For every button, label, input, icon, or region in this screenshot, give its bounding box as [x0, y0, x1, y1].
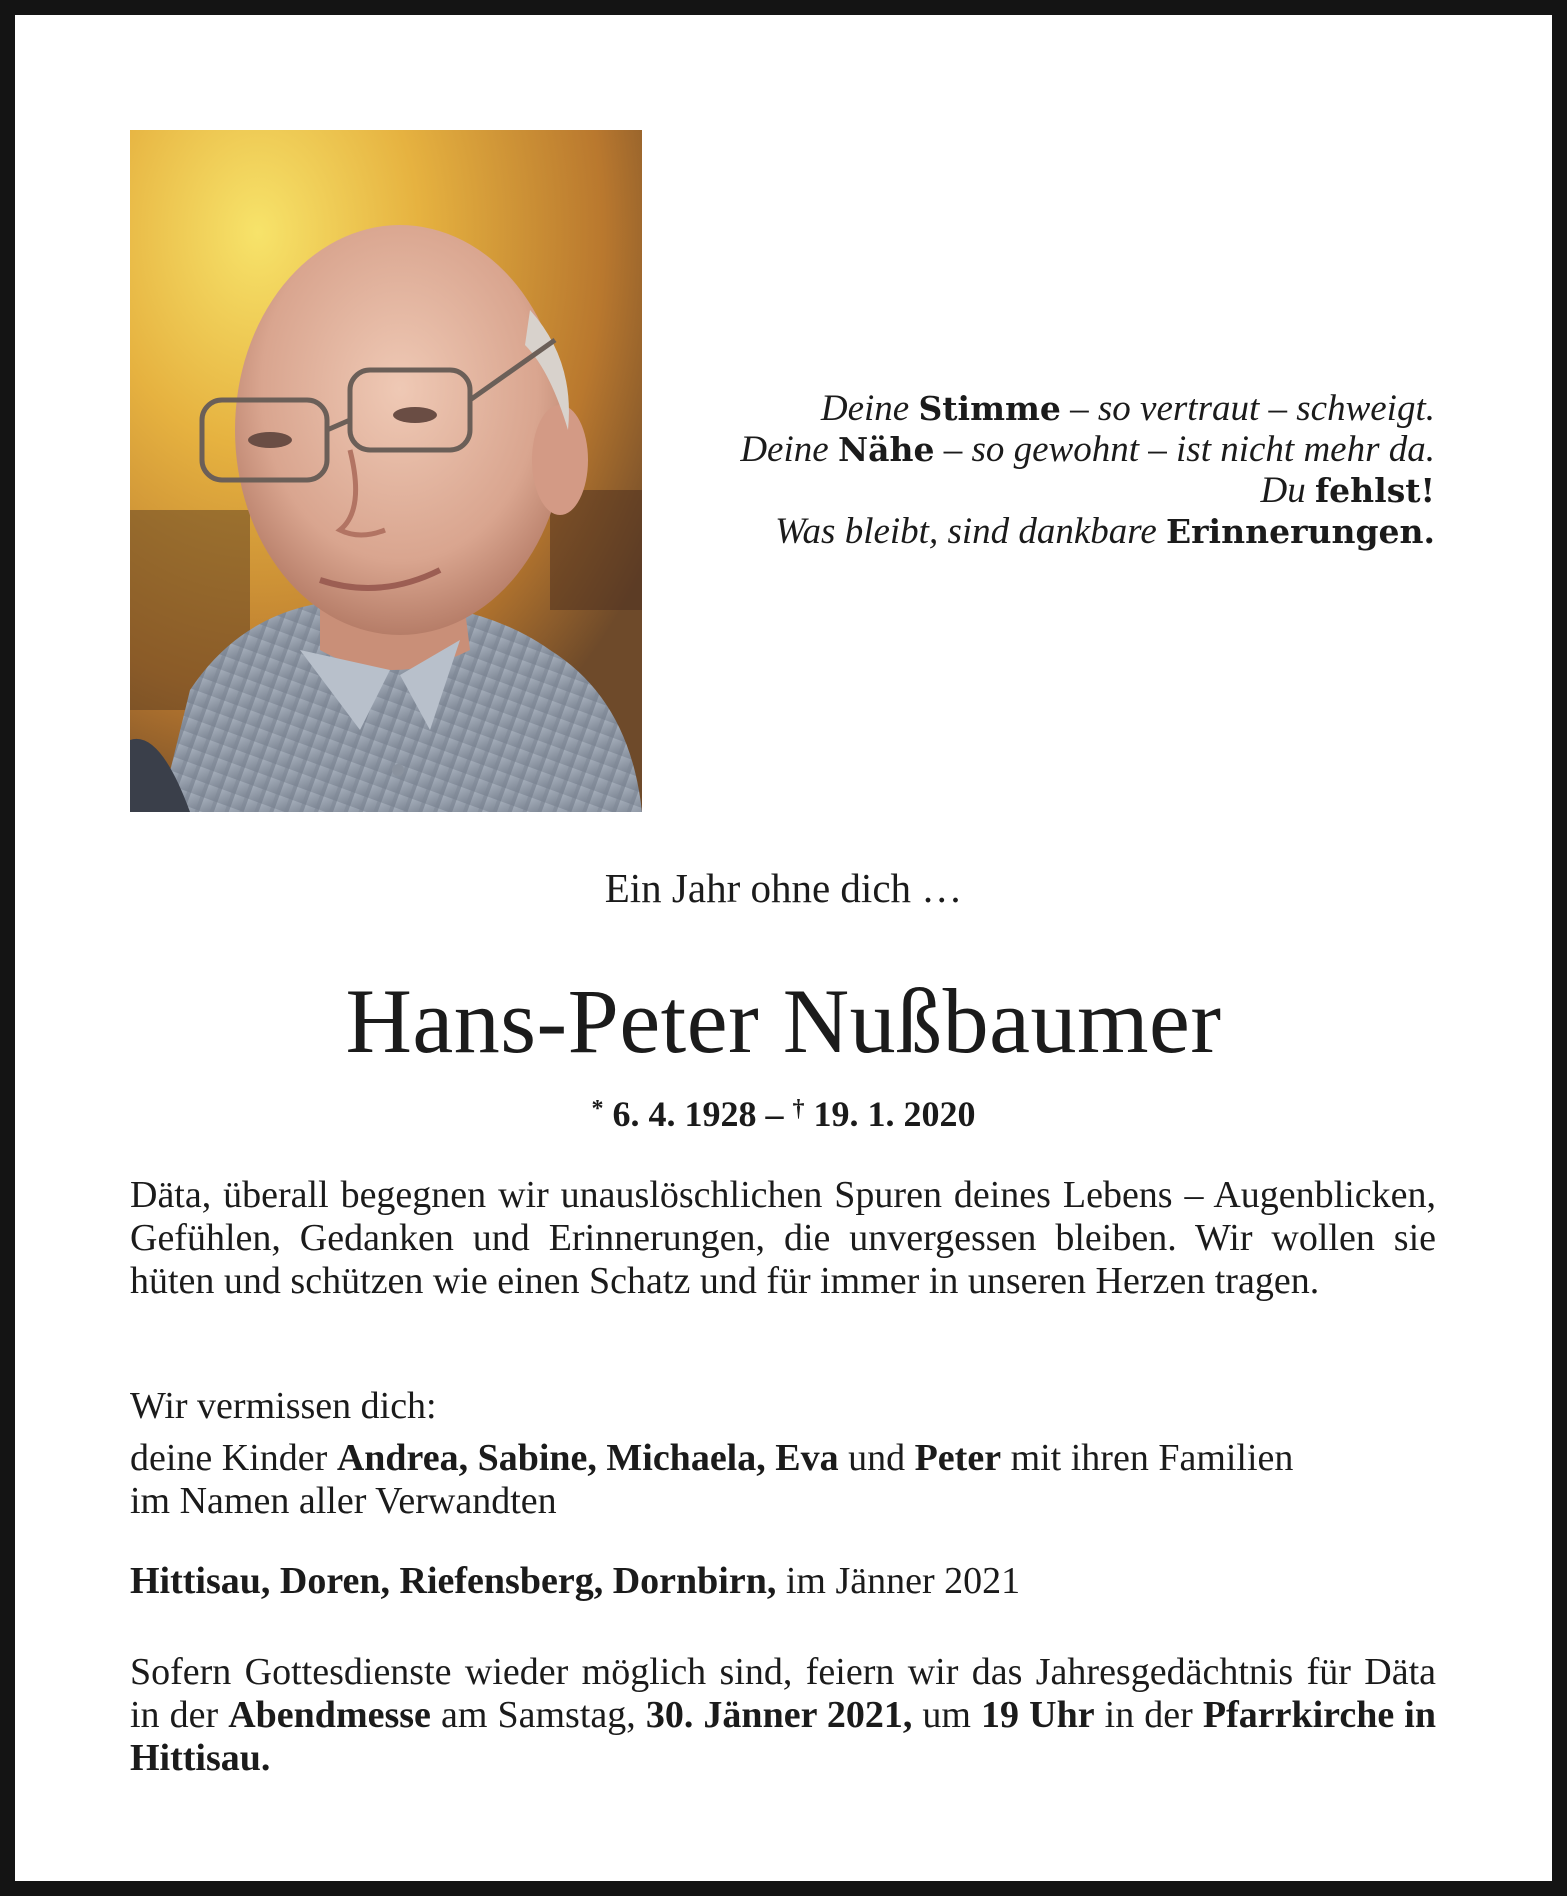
poem-line: Du fehlst!: [1260, 470, 1435, 511]
birth-symbol: *: [591, 1096, 604, 1122]
service-info: Sofern Gottesdienste wieder möglich sind, feiern wir das Jahresgedächtnis für Däta in der Abendmesse am Samstag, 30. Jänner 2021, um 19 Uhr in der Pfarrkirche in Hittisau.: [130, 1651, 1436, 1779]
poem-line: Deine Nähe – so gewohnt – ist nicht mehr da.: [740, 429, 1435, 470]
deceased-name: Hans-Peter Nußbaumer: [345, 970, 1222, 1072]
mourners-heading: Wir vermissen dich:: [130, 1385, 437, 1427]
mourners-line-2: im Namen aller Verwandten: [130, 1480, 557, 1522]
memorial-paragraph: Däta, überall begegnen wir unauslöschlichen Spuren deines Lebens – Augenblicken, Gefühlen, Gedanken und Erinnerungen, die unvergessen bleiben. Wir wollen sie hüten und schützen wie einen Schatz und für immer in unseren Herzen tragen.: [130, 1174, 1436, 1302]
place-date: [130, 1560, 1436, 1603]
poem: [675, 388, 1435, 552]
death-date: 19. 1. 2020: [813, 1094, 976, 1134]
death-symbol: †: [792, 1096, 805, 1122]
places: Hittisau, Doren, Riefensberg, Dornbirn,: [130, 1560, 777, 1602]
poem-line: Deine Stimme – so vertraut – schweigt.: [820, 388, 1435, 429]
portrait-photo: [130, 130, 642, 812]
mourners-block: [130, 1385, 1436, 1523]
intro-text: Ein Jahr ohne dich …: [604, 865, 963, 911]
poem-line: Was bleibt, sind dankbare Erinnerungen.: [775, 511, 1435, 552]
birth-date: 6. 4. 1928: [612, 1094, 757, 1134]
mourners-line: deine Kinder Andrea, Sabine, Michaela, Eva und Peter mit ihren Familien: [130, 1437, 1294, 1479]
life-dates: * 6. 4. 1928 – † 19. 1. 2020: [591, 1094, 976, 1134]
place-date-text: im Jänner 2021: [776, 1560, 1021, 1602]
